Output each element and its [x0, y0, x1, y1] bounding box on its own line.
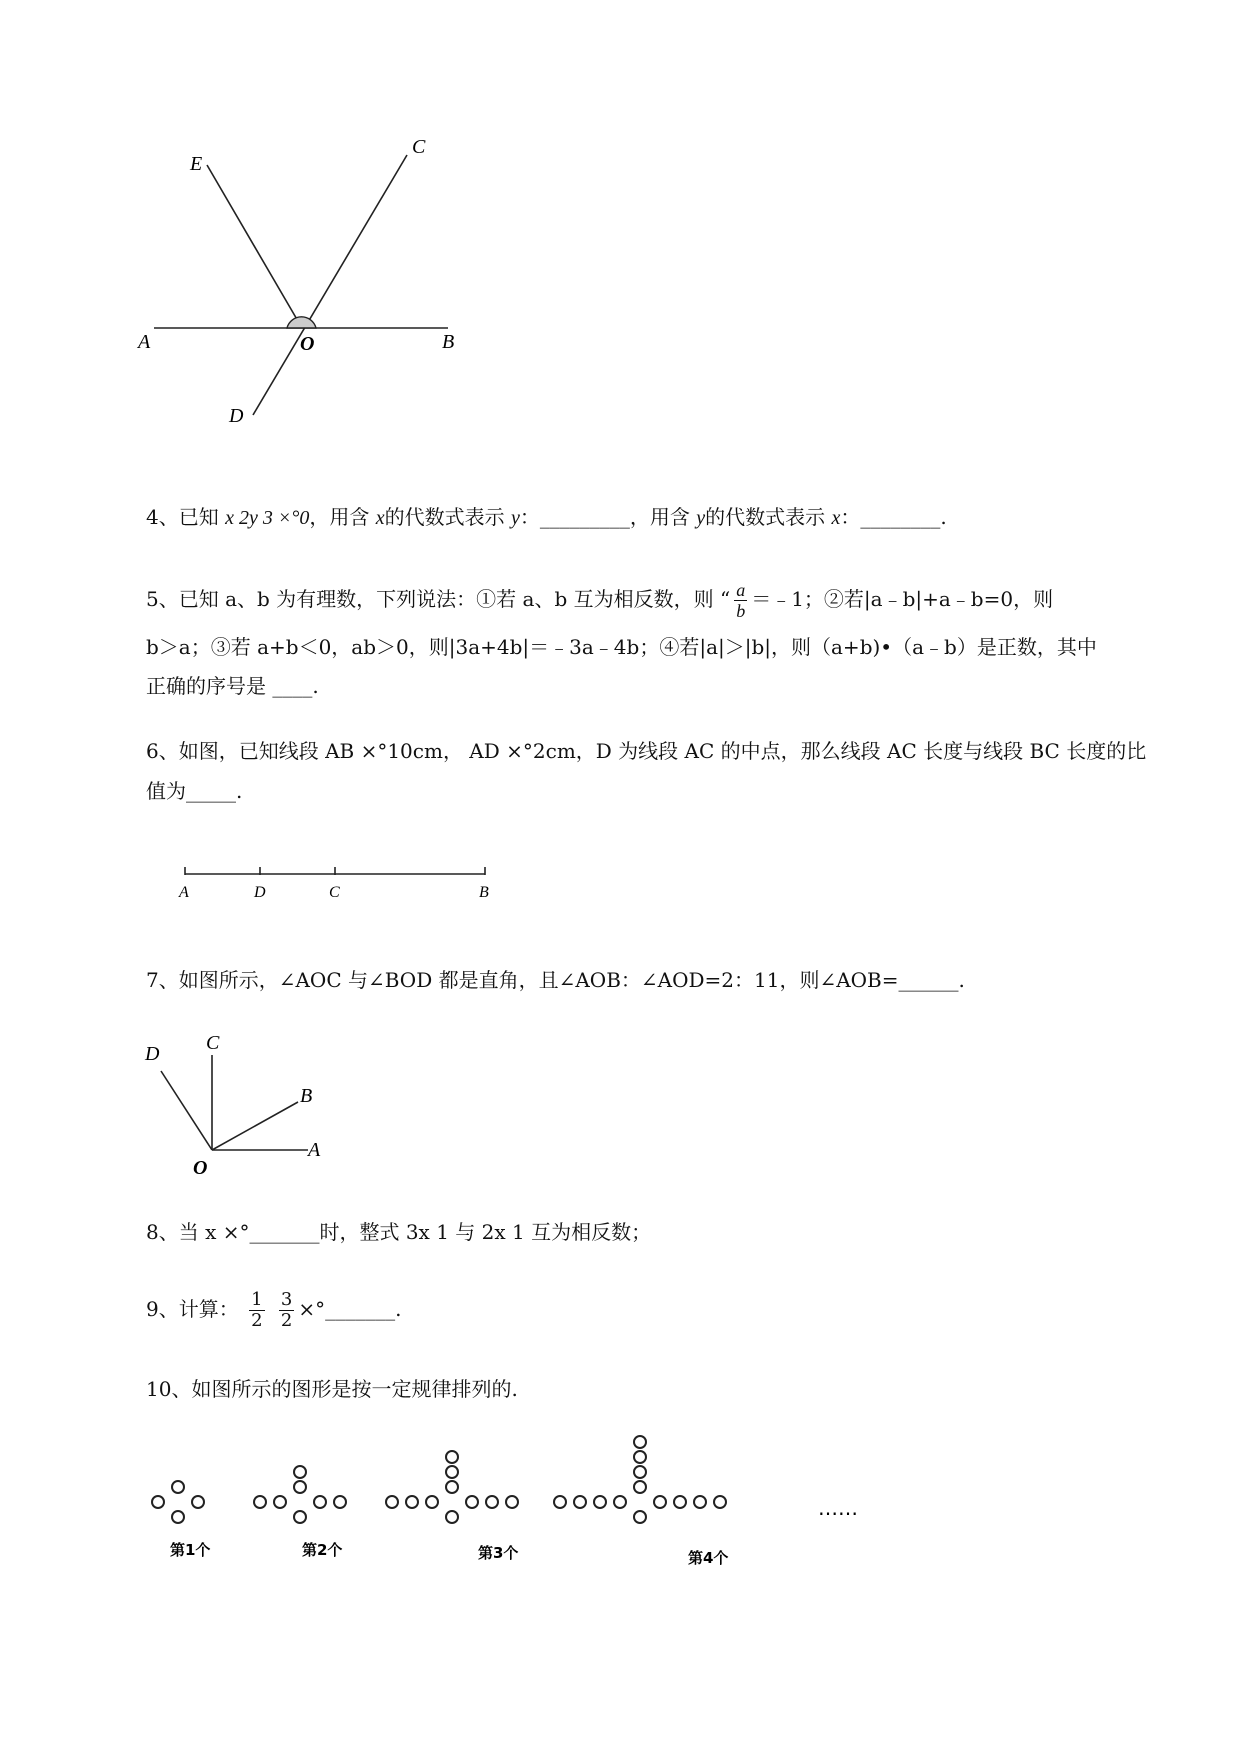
pattern-circle-4 [714, 1496, 726, 1508]
q4-var-x: x [831, 507, 841, 529]
q9-fraction-1: $\frac{1}{2}$ [251, 1289, 263, 1331]
q9-text: 9、计算： [146, 1297, 239, 1321]
question-5-line-2: b＞a；③若 a+b＜0，ab＞0，则|3a+4b|＝﹣3a﹣4b；④若|a|＞|b|，则（a+b)•（a﹣b）是正数，其中 [146, 635, 1097, 659]
pattern-circle-2 [254, 1496, 266, 1508]
q4-var-y: y [696, 507, 706, 529]
q4-equation: x 2y 3 ×°0 [225, 507, 310, 529]
label-d: D [254, 884, 266, 901]
pattern-circle-2 [274, 1496, 286, 1508]
segment-figure [170, 862, 500, 902]
q5-text: ＝﹣1；②若|a﹣b|+a﹣b=0，则 [751, 587, 1054, 611]
pattern-circle-3 [426, 1496, 438, 1508]
q4-blank-2: ：________. [840, 505, 947, 529]
q5-fraction: $\frac{a}{b}$ [736, 580, 746, 621]
pattern-circle-2 [314, 1496, 326, 1508]
pattern-circle-2 [294, 1466, 306, 1478]
question-4 [146, 503, 947, 532]
label-a: A [179, 884, 189, 901]
pattern-circle-4 [654, 1496, 666, 1508]
question-7: 7、如图所示，∠AOC 与∠BOD 都是直角，且∠AOB：∠AOD=2：11，则∠AOB=______. [146, 968, 965, 992]
pattern-circle-1 [172, 1481, 184, 1493]
question-8: 8、当 x ×°_______时，整式 3x 1 与 2x 1 互为相反数； [146, 1220, 652, 1244]
pattern-circle-4 [574, 1496, 586, 1508]
q4-text: 的代数式表示 [384, 505, 505, 529]
q4-var-y: y [510, 507, 520, 529]
pattern-circle-2 [334, 1496, 346, 1508]
pattern-caption-4: 第4个 [688, 1549, 729, 1567]
pattern-circle-4 [594, 1496, 606, 1508]
label-c: C [412, 136, 426, 158]
pattern-circle-3 [486, 1496, 498, 1508]
question-9 [146, 1285, 401, 1333]
pattern-circle-4 [694, 1496, 706, 1508]
pattern-circle-4 [614, 1496, 626, 1508]
pattern-figure [150, 1430, 870, 1580]
question-10: 10、如图所示的图形是按一定规律排列的. [146, 1377, 518, 1401]
pattern-circle-1 [152, 1496, 164, 1508]
pattern-ellipsis: …… [818, 1496, 858, 1520]
question-5-line-3: 正确的序号是 ____. [146, 674, 319, 698]
pattern-circle-4 [674, 1496, 686, 1508]
right-angle-figure [140, 1030, 340, 1180]
label-b: B [442, 331, 455, 353]
label-a: A [308, 1139, 321, 1161]
q4-text: ，用含 [309, 505, 370, 529]
pattern-circle-3 [386, 1496, 398, 1508]
label-c: C [329, 884, 340, 901]
pattern-caption-2: 第2个 [302, 1541, 343, 1559]
ray-ob [212, 1102, 298, 1150]
pattern-circle-4 [634, 1466, 646, 1478]
q4-text: 的代数式表示 [705, 505, 826, 529]
pattern-circle-3 [406, 1496, 418, 1508]
question-5-line-1 [146, 580, 1053, 621]
q5-text: 5、已知 a、b 为有理数，下列说法：①若 a、b 互为相反数，则 “ [146, 587, 731, 611]
label-d: D [229, 405, 244, 427]
question-6-line-1: 6、如图，已知线段 AB ×°10cm， AD ×°2cm，D 为线段 AC 的中点，那么线段 AC 长度与线段 BC 长度的比 [146, 739, 1147, 763]
question-6-line-2: 值为_____. [146, 779, 243, 803]
pattern-circle-4 [634, 1481, 646, 1493]
pattern-circle-3 [446, 1481, 458, 1493]
pattern-circle-1 [192, 1496, 204, 1508]
label-o: O [193, 1157, 208, 1179]
q4-number: 4、已知 [146, 505, 219, 529]
angle-figure [140, 135, 480, 425]
ray-oe [207, 165, 302, 328]
pattern-circle-3 [506, 1496, 518, 1508]
pattern-circle-3 [446, 1466, 458, 1478]
q4-var-x: x [375, 507, 385, 529]
q9-blank: ×°_______. [298, 1297, 402, 1321]
pattern-circle-3 [446, 1451, 458, 1463]
pattern-circle-3 [446, 1511, 458, 1523]
ray-od [161, 1071, 212, 1150]
pattern-caption-3: 第3个 [478, 1544, 519, 1562]
angle-arc [287, 317, 316, 328]
label-b: B [479, 884, 489, 901]
label-a: A [138, 331, 151, 353]
q4-blank-1: ：_________，用含 [519, 505, 690, 529]
pattern-circle-4 [634, 1436, 646, 1448]
pattern-circle-4 [634, 1451, 646, 1463]
label-e: E [190, 153, 203, 175]
pattern-circle-4 [634, 1511, 646, 1523]
label-b: B [300, 1085, 313, 1107]
pattern-circle-2 [294, 1511, 306, 1523]
label-d: D [145, 1043, 160, 1065]
pattern-circle-1 [172, 1511, 184, 1523]
q9-fraction-2: $\frac{3}{2}$ [280, 1289, 293, 1331]
pattern-caption-1: 第1个 [170, 1541, 211, 1559]
label-o: O [300, 333, 315, 355]
pattern-circle-3 [466, 1496, 478, 1508]
label-c: C [206, 1032, 220, 1054]
pattern-circle-4 [554, 1496, 566, 1508]
pattern-circle-2 [294, 1481, 306, 1493]
